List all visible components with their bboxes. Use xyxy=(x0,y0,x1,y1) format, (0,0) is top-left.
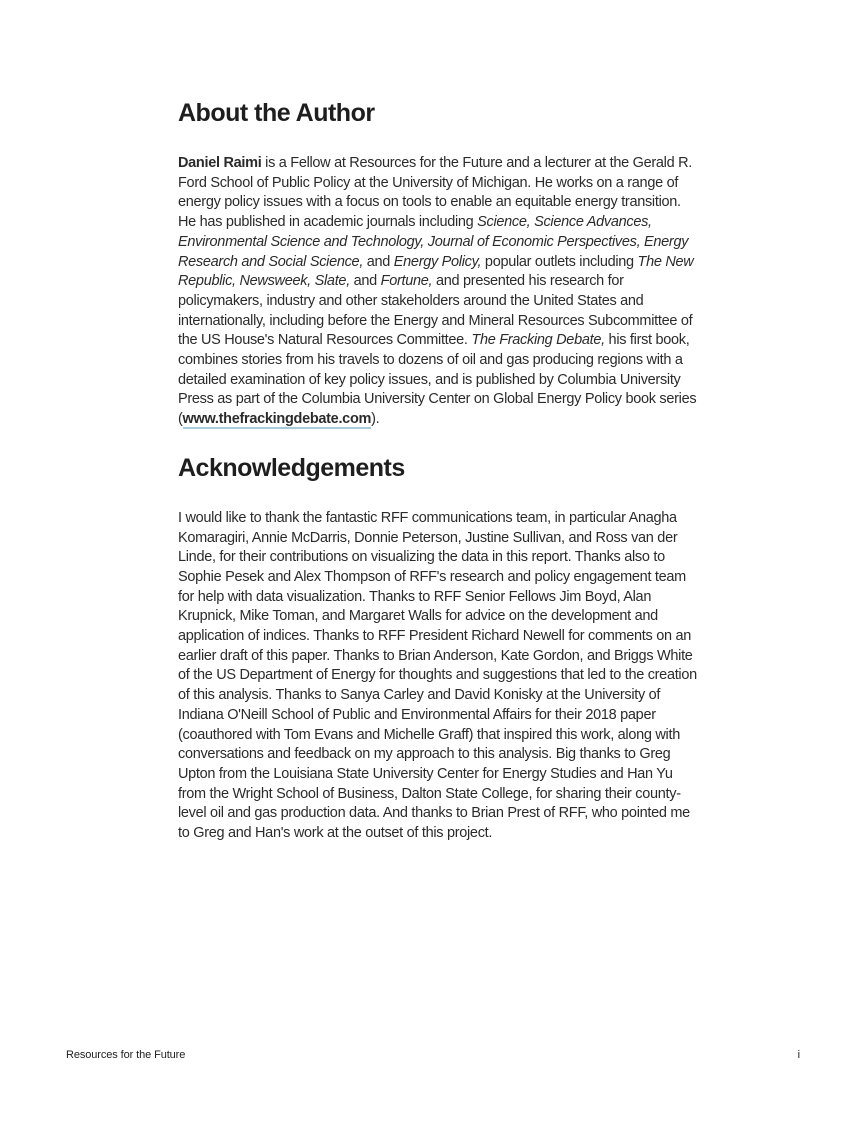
text-segment: ). xyxy=(371,411,380,428)
text-segment: The Fracking Debate, xyxy=(471,332,605,349)
text-segment: Science, Science Advances, Environmental Science and Technology, Journal of Economic Perspectives, Energy Research and Social Science, xyxy=(178,214,689,270)
footer-page-number: i xyxy=(797,1049,800,1061)
text-segment: and xyxy=(349,273,381,290)
acknowledgements-paragraph xyxy=(178,509,702,844)
section-about-the-author xyxy=(178,100,702,430)
text-segment: Fortune, xyxy=(380,273,433,290)
text-segment: Daniel Raimi xyxy=(178,155,262,171)
text-segment: and presented his research for policymakers, industry and other stakeholders around the United States and internationally, including before the Energy and Mineral Resources Subcommittee of the US House's Natural Resources Committee. xyxy=(178,273,693,349)
footer-organization: Resources for the Future xyxy=(66,1049,186,1061)
text-segment: I would like to thank the fantastic RFF communications team, in particular Anagha Komaragiri, Annie McDarris, Donnie Peterson, Justine Sullivan, and Ross van der Linde, for their contributions on visualizing the data in this report. Thanks also to Sophie Pesek and Alex Thompson of RFF's research and policy engagement team for help with data visualization. Thanks to RFF Senior Fellows Jim Boyd, Alan Krupnick, Mike Toman, and Margaret Walls for advice on the development and application of indices. Thanks to RFF President Richard Newell for comments on an earlier draft of this paper. Thanks to Brian Anderson, Kate Gordon, and Briggs White of the US Department of Energy for thoughts and suggestions that led to the creation of this analysis. Thanks to Sanya Carley and David Konisky at the University of Indiana O'Neill School of Public and Environmental Affairs for their 2018 paper (coauthored with Tom Evans and Michelle Graff) that inspired this work, along with conversations and feedback on my approach to this analysis. Big thanks to Greg Upton from the Louisiana State University Center for Energy Studies and Han Yu from the Wright School of Business, Dalton State College, for sharing their county-level oil and gas production data. And thanks to Brian Prest of RFF, who pointed me to Greg and Han's work at the outset of this project. xyxy=(178,509,697,842)
page-content xyxy=(178,100,702,844)
thefrackingdebate-link[interactable]: www.thefrackingdebate.com xyxy=(182,411,372,428)
about-the-author-heading: About the Author xyxy=(178,99,375,127)
acknowledgements-heading: Acknowledgements xyxy=(178,453,405,482)
text-segment: his first book, combines stories from his travels to dozens of oil and gas producing regions with a detailed examination of key policy issues, and is published by Columbia University Press as part of the Columbia University Center on Global Energy Policy book series ( xyxy=(178,332,697,428)
text-segment: popular outlets including xyxy=(481,253,638,270)
text-segment: is a Fellow at Resources for the Future and a lecturer at the Gerald R. Ford School of Public Policy at the University of Michigan. He works on a range of energy policy issues with a focus on tools to enable an equitable energy transition. He has published in academic journals including xyxy=(178,155,692,231)
text-segment: Energy Policy, xyxy=(393,253,482,270)
page-footer xyxy=(66,1049,800,1061)
text-segment: The New Republic, Newsweek, Slate, xyxy=(178,253,694,290)
section-acknowledgements xyxy=(178,455,702,844)
about-the-author-paragraph xyxy=(178,154,702,430)
text-segment: and xyxy=(363,253,394,270)
